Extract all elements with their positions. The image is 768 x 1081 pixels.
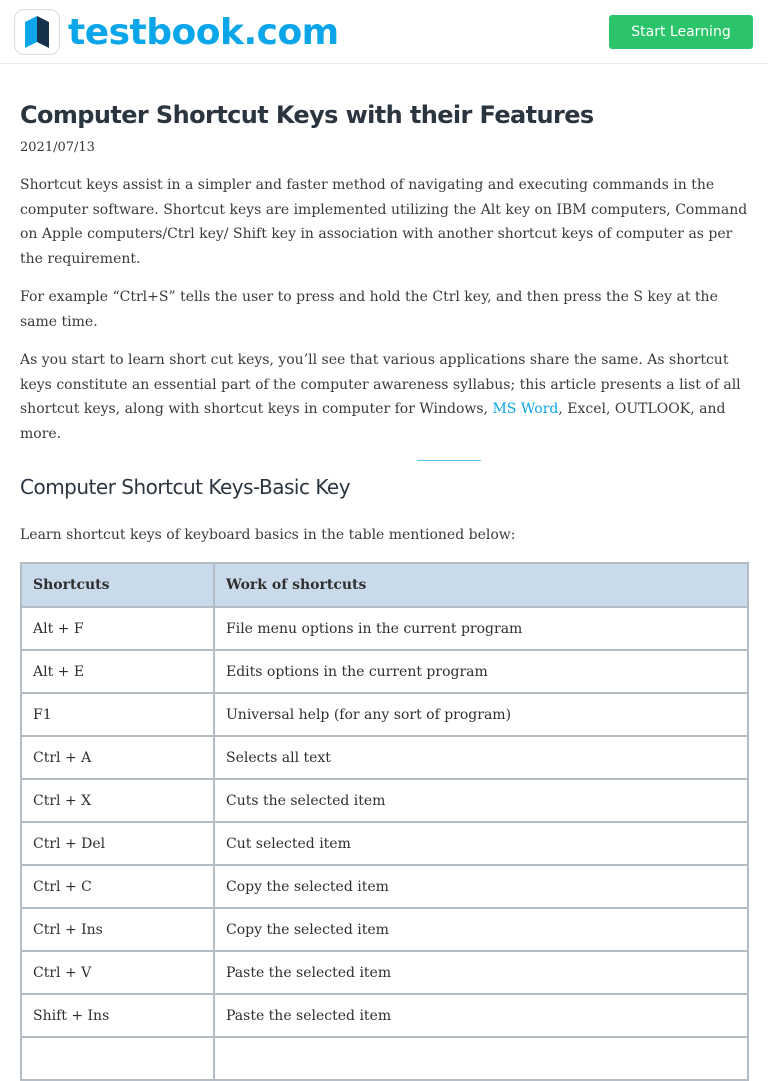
article [20, 96, 748, 1081]
table-row [21, 736, 748, 779]
description-cell: Edits options in the current program [214, 650, 748, 693]
description-cell: Cuts the selected item [214, 779, 748, 822]
publish-date: 2021/07/13 [20, 140, 95, 155]
table-row [21, 693, 748, 736]
shortcut-cell: Ctrl + C [21, 865, 214, 908]
overview-text-end: , Excel, OUTLOOK, and more. [20, 401, 726, 442]
shortcut-cell: Alt + F [21, 607, 214, 650]
shortcut-cell: Ctrl + X [21, 779, 214, 822]
table-row [21, 607, 748, 650]
shortcut-cell: Ctrl + V [21, 951, 214, 994]
shortcut-cell: Shift + Ins [21, 994, 214, 1037]
intro-paragraph: Shortcut keys assist in a simpler and faster method of navigating and executing commands in the computer software. Shortcut keys are implemented utilizing the Alt key on IBM computers, Command on Apple computers/Ctrl key/ Shift key in association with another shortcut keys of computer as per the requirement. [20, 177, 748, 267]
page-title: Computer Shortcut Keys with their Features [20, 101, 594, 129]
table-row [21, 865, 748, 908]
overview-text-start: As you start to learn short cut keys, you’ll see that various applications share the same. As shortcut keys constitute an essential part of the computer awareness syllabus; this article presents a list of all shortcut keys, along with shortcut keys in computer for Windows, [20, 352, 741, 417]
shortcut-cell: Ctrl + Del [21, 822, 214, 865]
description-cell: Universal help (for any sort of program) [214, 693, 748, 736]
table-row [21, 908, 748, 951]
shortcut-cell: Ctrl + A [21, 736, 214, 779]
table-row [21, 779, 748, 822]
logo-text: testbook.com [68, 11, 339, 53]
shortcut-cell: Ctrl + Ins [21, 908, 214, 951]
column-header-work: Work of shortcuts [214, 563, 748, 607]
section-divider [417, 460, 481, 461]
table-row [21, 822, 748, 865]
section-intro: Learn shortcut keys of keyboard basics in the table mentioned below: [20, 527, 516, 543]
site-logo[interactable] [14, 9, 339, 55]
table-row [21, 951, 748, 994]
example-paragraph: For example “Ctrl+S” tells the user to press and hold the Ctrl key, and then press the S key at the same time. [20, 289, 718, 330]
description-cell: Cut selected item [214, 822, 748, 865]
section-title: Computer Shortcut Keys-Basic Key [20, 475, 351, 499]
description-cell: Copy the selected item [214, 908, 748, 951]
table-row [21, 1037, 748, 1080]
table-header-row [21, 563, 748, 607]
testbook-logo-icon [14, 9, 60, 55]
shortcut-cell [21, 1037, 214, 1080]
shortcut-cell: Alt + E [21, 650, 214, 693]
shortcut-table [20, 562, 749, 1081]
column-header-shortcuts: Shortcuts [21, 563, 214, 607]
table-row [21, 994, 748, 1037]
ms-word-link[interactable]: MS Word [492, 401, 559, 417]
description-cell: File menu options in the current program [214, 607, 748, 650]
start-learning-button[interactable]: Start Learning [609, 15, 753, 49]
overview-paragraph [20, 348, 748, 446]
table-row [21, 650, 748, 693]
description-cell: Copy the selected item [214, 865, 748, 908]
site-header [0, 0, 768, 64]
description-cell: Paste the selected item [214, 951, 748, 994]
description-cell [214, 1037, 748, 1080]
description-cell: Paste the selected item [214, 994, 748, 1037]
description-cell: Selects all text [214, 736, 748, 779]
shortcut-cell: F1 [21, 693, 214, 736]
